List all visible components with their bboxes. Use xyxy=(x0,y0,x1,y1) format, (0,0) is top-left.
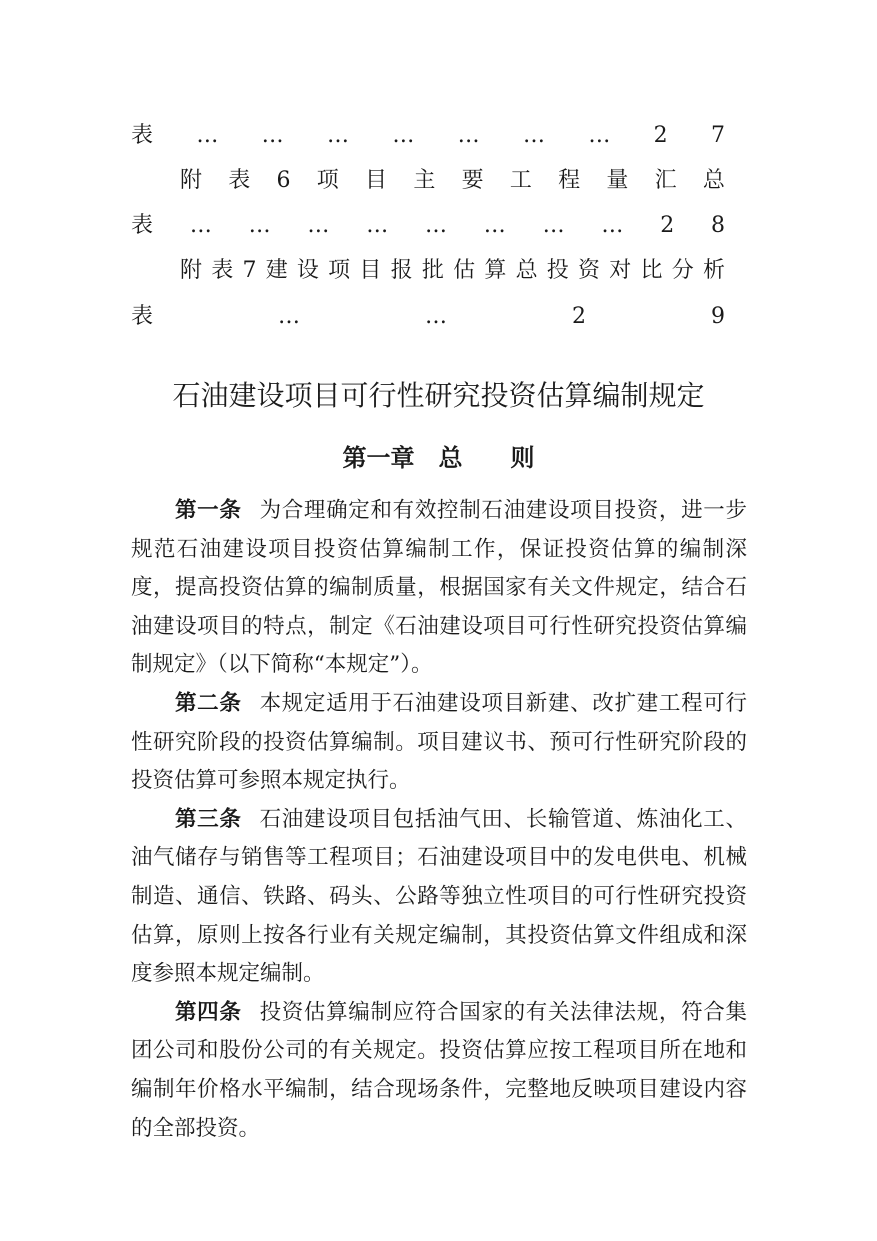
toc-char: 比 xyxy=(640,258,663,283)
toc-char: … xyxy=(601,213,624,238)
toc-line-4 xyxy=(180,251,725,291)
toc-char: … xyxy=(392,123,415,148)
toc-char: 附 xyxy=(180,168,203,193)
toc-char: 7 xyxy=(242,258,257,283)
article-4 xyxy=(131,994,747,1148)
toc-char: … xyxy=(522,123,545,148)
article-label: 第四条 xyxy=(175,999,242,1025)
toc-char: 8 xyxy=(710,213,725,238)
toc-char: 表 xyxy=(131,123,154,148)
article-body xyxy=(131,492,747,1148)
toc-char: 2 xyxy=(653,123,668,148)
toc-char: 表 xyxy=(131,213,154,238)
toc-char: 估 xyxy=(453,258,476,283)
toc-char: … xyxy=(278,304,300,329)
article-2 xyxy=(131,685,747,801)
article-text: 本规定适用于石油建设项目新建、改扩建工程可行性研究阶段的投资估算编制。项目建议书、预可行性研究阶段的投资估算可参照本规定执行。 xyxy=(131,690,747,794)
toc-char: … xyxy=(327,123,349,148)
chapter-title: 第一章 总 则 xyxy=(342,444,535,472)
toc-line-1 xyxy=(131,116,725,156)
toc-char: 总 xyxy=(702,168,725,193)
toc-char: 设 xyxy=(296,258,319,283)
article-text: 投资估算编制应符合国家的有关法律法规，符合集团公司和股份公司的有关规定。投资估算应按工程项目所在地和编制年价格水平编制，结合现场条件，完整地反映项目建设内容的全部投资。 xyxy=(131,999,747,1141)
toc-char: 程 xyxy=(558,168,581,193)
toc-char: 报 xyxy=(390,258,413,283)
toc-char: 建 xyxy=(265,258,288,283)
toc-char: 项 xyxy=(316,168,339,193)
toc-char: 项 xyxy=(328,258,351,283)
toc-char: 工 xyxy=(509,168,532,193)
article-3 xyxy=(131,801,747,994)
toc-char: 分 xyxy=(671,258,694,283)
toc-char: 析 xyxy=(702,258,725,283)
toc-char: 资 xyxy=(578,258,601,283)
toc-line-3 xyxy=(131,206,725,246)
toc-char: 表 xyxy=(131,304,154,329)
toc-char: … xyxy=(542,213,565,238)
toc-char: … xyxy=(189,213,212,238)
toc-char: 量 xyxy=(606,168,629,193)
toc-char: … xyxy=(424,304,447,329)
toc-char: … xyxy=(307,213,330,238)
toc-char: 主 xyxy=(413,168,436,193)
toc-char: … xyxy=(483,213,506,238)
toc-char: … xyxy=(248,213,271,238)
toc-char: … xyxy=(261,123,284,148)
article-text: 石油建设项目包括油气田、长输管道、炼油化工、油气储存与销售等工程项目；石油建设项目中的发电供电、机械制造、通信、铁路、码头、公路等独立性项目的可行性研究投资估算，原则上按各行业有关规定编制，其投资估算文件组成和深度参照本规定编制。 xyxy=(131,806,747,987)
article-text: 为合理确定和有效控制石油建设项目投资，进一步规范石油建设项目投资估算编制工作，保证投资估算的编制深度，提高投资估算的编制质量，根据国家有关文件规定，结合石油建设项目的特点，制定《石油建设项目可行性研究投资估算编制规定》（以下简称“本规定”）。 xyxy=(131,498,747,678)
toc-char: 对 xyxy=(609,258,632,283)
toc-char: 7 xyxy=(710,123,725,148)
toc-char: … xyxy=(588,123,611,148)
toc-char: 6 xyxy=(276,168,291,193)
toc-char: 汇 xyxy=(654,168,677,193)
toc-char: 9 xyxy=(710,304,725,329)
toc-char: 表 xyxy=(211,258,234,283)
toc-char: 投 xyxy=(546,258,569,283)
article-label: 第三条 xyxy=(175,806,242,832)
toc-char: 2 xyxy=(660,213,675,238)
toc-char: … xyxy=(457,123,480,148)
toc-char: 算 xyxy=(484,258,507,283)
toc-char: … xyxy=(425,213,447,238)
toc-char: 表 xyxy=(228,168,251,193)
toc-char: … xyxy=(196,123,219,148)
toc-line-2 xyxy=(180,161,725,201)
toc-line-5 xyxy=(131,297,725,337)
toc-char: 2 xyxy=(571,304,586,329)
toc-char: 批 xyxy=(421,258,444,283)
article-label: 第二条 xyxy=(175,690,242,716)
toc-char: 附 xyxy=(180,258,203,283)
toc-char: 目 xyxy=(359,258,382,283)
toc-char: … xyxy=(366,213,389,238)
toc-char: 总 xyxy=(515,258,538,283)
toc-char: 目 xyxy=(365,168,388,193)
document-title: 石油建设项目可行性研究投资估算编制规定 xyxy=(172,379,705,412)
article-label: 第一条 xyxy=(175,498,242,523)
article-1 xyxy=(131,492,747,685)
toc-char: 要 xyxy=(461,168,484,193)
